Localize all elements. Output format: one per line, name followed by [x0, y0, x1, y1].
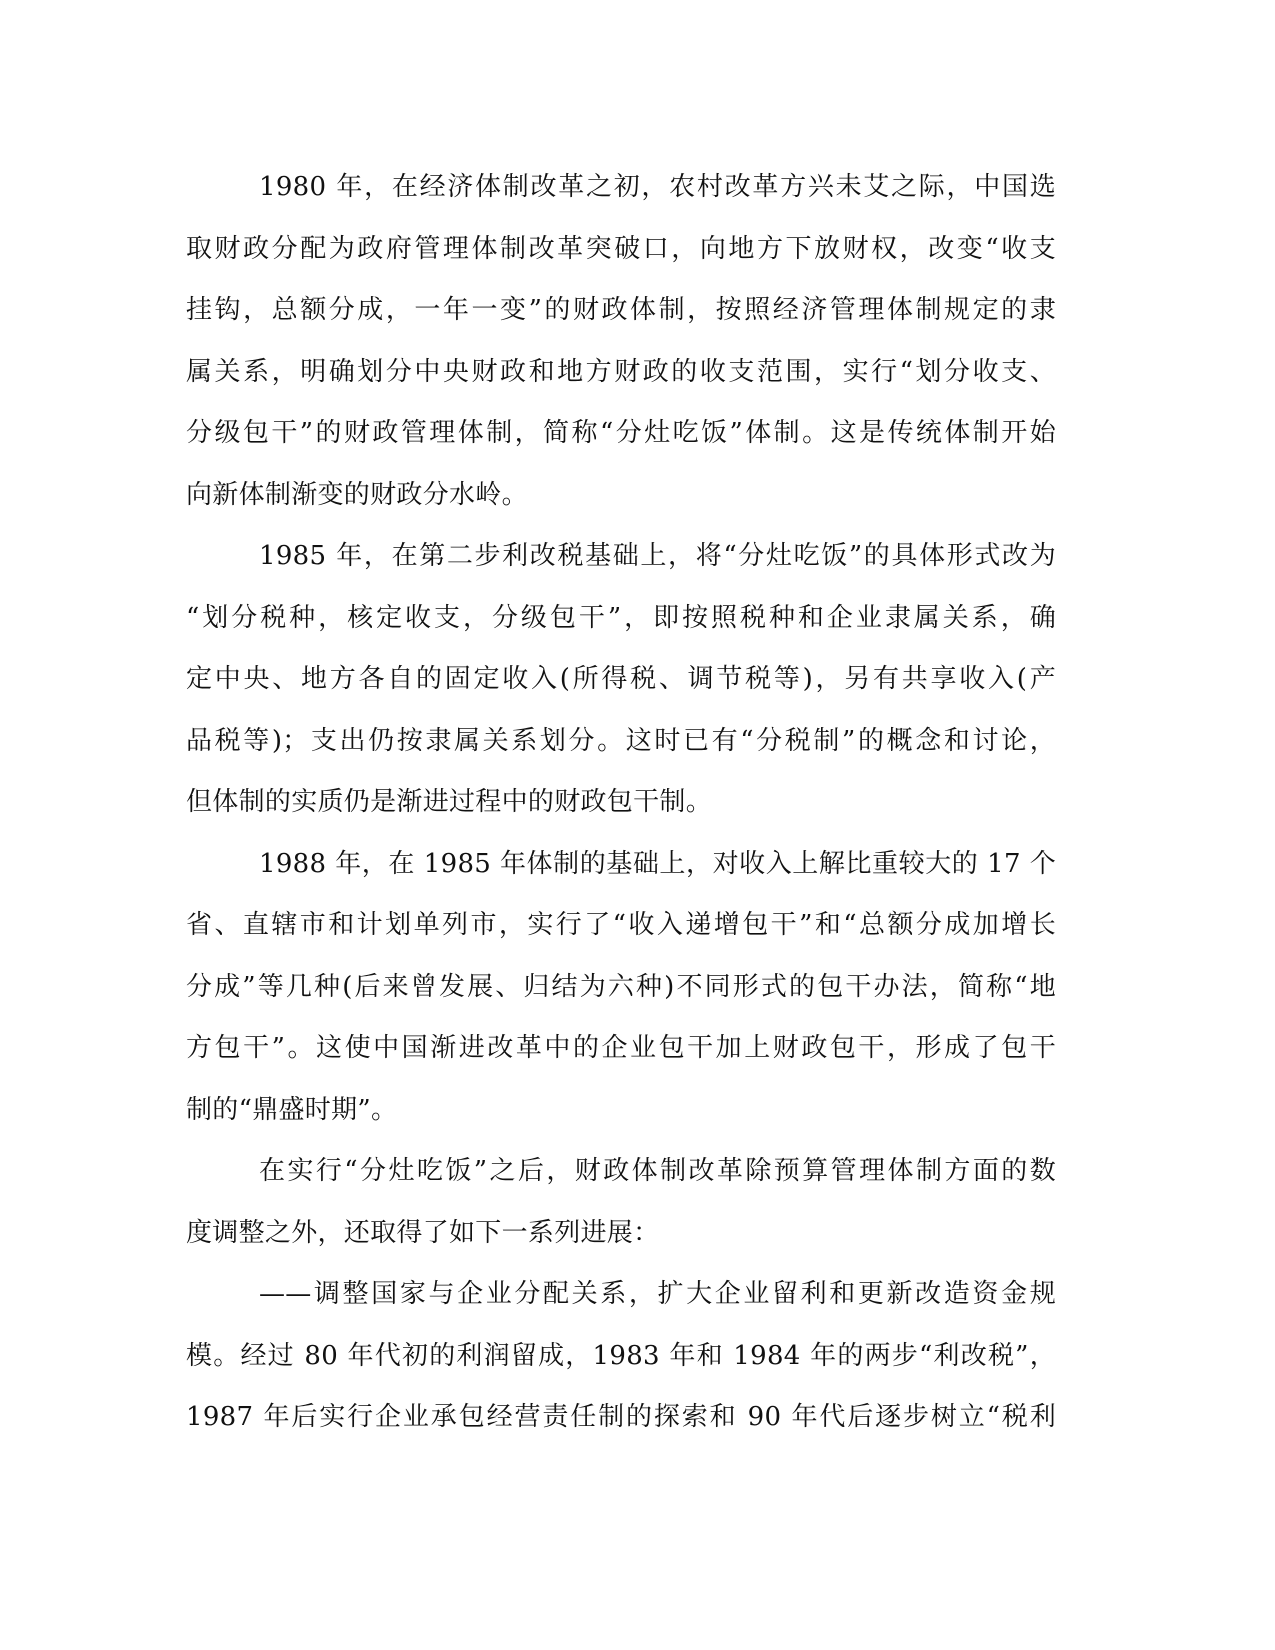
paragraph-1980 — [186, 157, 1056, 526]
text-line: 1985 年，在第二步利改税基础上，将“分灶吃饭”的具体形式改为 — [259, 541, 1056, 571]
text-line: “划分税种，核定收支，分级包干”，即按照税种和企业隶属关系，确 — [186, 602, 1056, 633]
text-line: 定中央、地方各自的固定收入(所得税、调节税等)，另有共享收入(产 — [186, 664, 1056, 694]
paragraph-1988 — [186, 834, 1056, 1142]
text-line: ——调整国家与企业分配关系，扩大企业留利和更新改造资金规 — [259, 1279, 1056, 1309]
text-line: 取财政分配为政府管理体制改革突破口，向地方下放财权，改变“收支 — [186, 233, 1056, 264]
text-line: 属关系，明确划分中央财政和地方财政的收支范围，实行“划分收支、 — [186, 356, 1056, 387]
text-line: 制的“鼎盛时期”。 — [186, 1094, 398, 1125]
text-line: 省、直辖市和计划单列市，实行了“收入递增包干”和“总额分成加增长 — [186, 910, 1056, 940]
text-line: 在实行“分灶吃饭”之后，财政体制改革除预算管理体制方面的数 — [259, 1156, 1056, 1186]
text-line: 1987 年后实行企业承包经营责任制的探索和 90 年代后逐步树立“税利 — [186, 1402, 1056, 1432]
text-line: 分级包干”的财政管理体制，简称“分灶吃饭”体制。这是传统体制开始 — [186, 418, 1056, 448]
text-line: 分成”等几种(后来曾发展、归结为六种)不同形式的包干办法，简称“地 — [186, 971, 1056, 1002]
text-line: 1988 年，在 1985 年体制的基础上，对收入上解比重较大的 17 个 — [259, 848, 1056, 879]
text-line: 向新体制渐变的财政分水岭。 — [186, 479, 528, 510]
text-line: 但体制的实质仍是渐进过程中的财政包干制。 — [186, 787, 713, 817]
text-line: 挂钩，总额分成，一年一变”的财政体制，按照经济管理体制规定的隶 — [186, 295, 1056, 325]
text-line: 模。经过 80 年代初的利润留成，1983 年和 1984 年的两步“利改税”， — [186, 1340, 1056, 1371]
document-body — [186, 157, 1056, 1449]
text-line: 1980 年，在经济体制改革之初，农村改革方兴未艾之际，中国选 — [259, 172, 1056, 202]
text-line: 度调整之外，还取得了如下一系列进展： — [186, 1217, 660, 1248]
paragraph-enterprise-distribution — [186, 1264, 1056, 1449]
paragraph-1985 — [186, 526, 1056, 834]
text-line: 品税等)；支出仍按隶属关系划分。这时已有“分税制”的概念和讨论， — [186, 725, 1056, 756]
paragraph-progress-intro — [186, 1141, 1056, 1264]
text-line: 方包干”。这使中国渐进改革中的企业包干加上财政包干，形成了包干 — [186, 1033, 1056, 1063]
